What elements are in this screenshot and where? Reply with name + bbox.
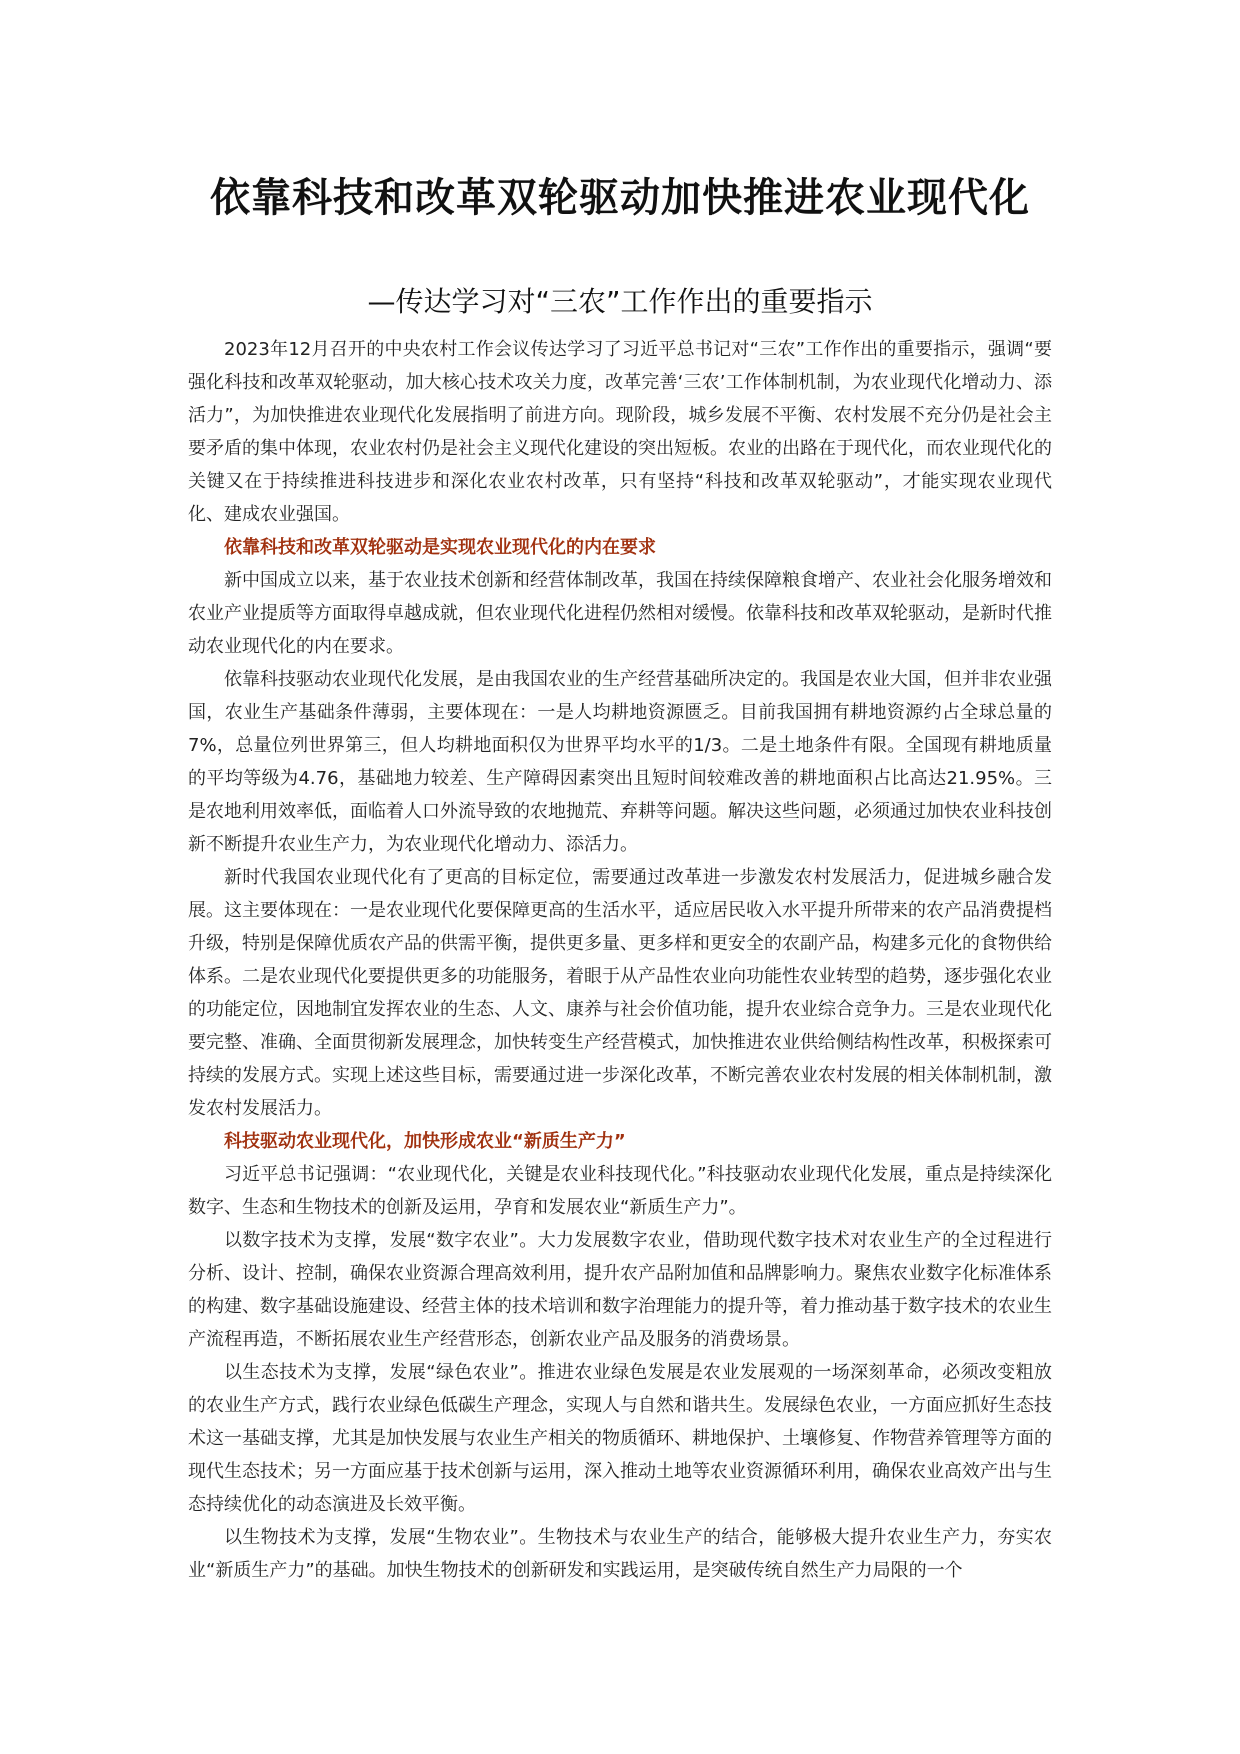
document-title: 依靠科技和改革双轮驱动加快推进农业现代化 bbox=[210, 175, 1030, 221]
paragraph: 新时代我国农业现代化有了更高的目标定位，需要通过改革进一步激发农村发展活力，促进城乡融合发展。这主要体现在：一是农业现代化要保障更高的生活水平，适应居民收入水平提升所带来的农产品消费提档升级，特别是保障优质农产品的供需平衡，提供更多量、更多样和更安全的农副产品，构建多元化的食物供给体系。二是农业现代化要提供更多的功能服务，着眼于从产品性农业向功能性农业转型的趋势，逐步强化农业的功能定位，因地制宜发挥农业的生态、人文、康养与社会价值功能，提升农业综合竞争力。三是农业现代化要完整、准确、全面贯彻新发展理念，加快转变生产经营模式，加快推进农业供给侧结构性改革，积极探索可持续的发展方式。实现上述这些目标，需要通过进一步深化改革，不断完善农业农村发展的相关体制机制，激发农村发展活力。 bbox=[188, 867, 1052, 1119]
section-heading-1: 依靠科技和改革双轮驱动是实现农业现代化的内在要求 bbox=[224, 537, 656, 558]
section-heading-2: 科技驱动农业现代化，加快形成农业“新质生产力” bbox=[224, 1131, 626, 1152]
paragraph: 以生物技术为支撑，发展“生物农业”。生物技术与农业生产的结合，能够极大提升农业生产力，夯实农业“新质生产力”的基础。加快生物技术的创新研发和实践运用，是突破传统自然生产力局限的一个 bbox=[188, 1527, 1052, 1581]
paragraph: 以生态技术为支撑，发展“绿色农业”。推进农业绿色发展是农业发展观的一场深刻革命，必须改变粗放的农业生产方式，践行农业绿色低碳生产理念，实现人与自然和谐共生。发展绿色农业，一方面应抓好生态技术这一基础支撑，尤其是加快发展与农业生产相关的物质循环、耕地保护、土壤修复、作物营养管理等方面的现代生态技术；另一方面应基于技术创新与运用，深入推动土地等农业资源循环利用，确保农业高效产出与生态持续优化的动态演进及长效平衡。 bbox=[188, 1362, 1052, 1515]
article-body bbox=[188, 333, 1052, 1587]
paragraph-intro: 2023年12月召开的中央农村工作会议传达学习了习近平总书记对“三农”工作作出的重要指示，强调“要强化科技和改革双轮驱动，加大核心技术攻关力度，改革完善‘三农’工作体制机制，为农业现代化增动力、添活力”，为加快推进农业现代化发展指明了前进方向。现阶段，城乡发展不平衡、农村发展不充分仍是社会主要矛盾的集中体现，农业农村仍是社会主义现代化建设的突出短板。农业的出路在于现代化，而农业现代化的关键又在于持续推进科技进步和深化农业农村改革，只有坚持“科技和改革双轮驱动”，才能实现农业现代化、建成农业强国。 bbox=[188, 339, 1052, 525]
paragraph: 以数字技术为支撑，发展“数字农业”。大力发展数字农业，借助现代数字技术对农业生产的全过程进行分析、设计、控制，确保农业资源合理高效利用，提升农产品附加值和品牌影响力。聚焦农业数字化标准体系的构建、数字基础设施建设、经营主体的技术培训和数字治理能力的提升等，着力推动基于数字技术的农业生产流程再造，不断拓展农业生产经营形态，创新农业产品及服务的消费场景。 bbox=[188, 1230, 1052, 1350]
document-subtitle: —传达学习对“三农”工作作出的重要指示 bbox=[367, 285, 873, 318]
paragraph: 新中国成立以来，基于农业技术创新和经营体制改革，我国在持续保障粮食增产、农业社会化服务增效和农业产业提质等方面取得卓越成就，但农业现代化进程仍然相对缓慢。依靠科技和改革双轮驱动，是新时代推动农业现代化的内在要求。 bbox=[188, 570, 1052, 657]
paragraph: 依靠科技驱动农业现代化发展，是由我国农业的生产经营基础所决定的。我国是农业大国，但并非农业强国，农业生产基础条件薄弱，主要体现在：一是人均耕地资源匮乏。目前我国拥有耕地资源约占全球总量的7%，总量位列世界第三，但人均耕地面积仅为世界平均水平的1/3。二是土地条件有限。全国现有耕地质量的平均等级为4.76，基础地力较差、生产障碍因素突出且短时间较难改善的耕地面积占比高达21.95%。三是农地利用效率低，面临着人口外流导致的农地抛荒、弃耕等问题。解决这些问题，必须通过加快农业科技创新不断提升农业生产力，为农业现代化增动力、添活力。 bbox=[188, 669, 1052, 855]
paragraph: 习近平总书记强调：“农业现代化，关键是农业科技现代化。”科技驱动农业现代化发展，重点是持续深化数字、生态和生物技术的创新及运用，孕育和发展农业“新质生产力”。 bbox=[188, 1164, 1052, 1218]
